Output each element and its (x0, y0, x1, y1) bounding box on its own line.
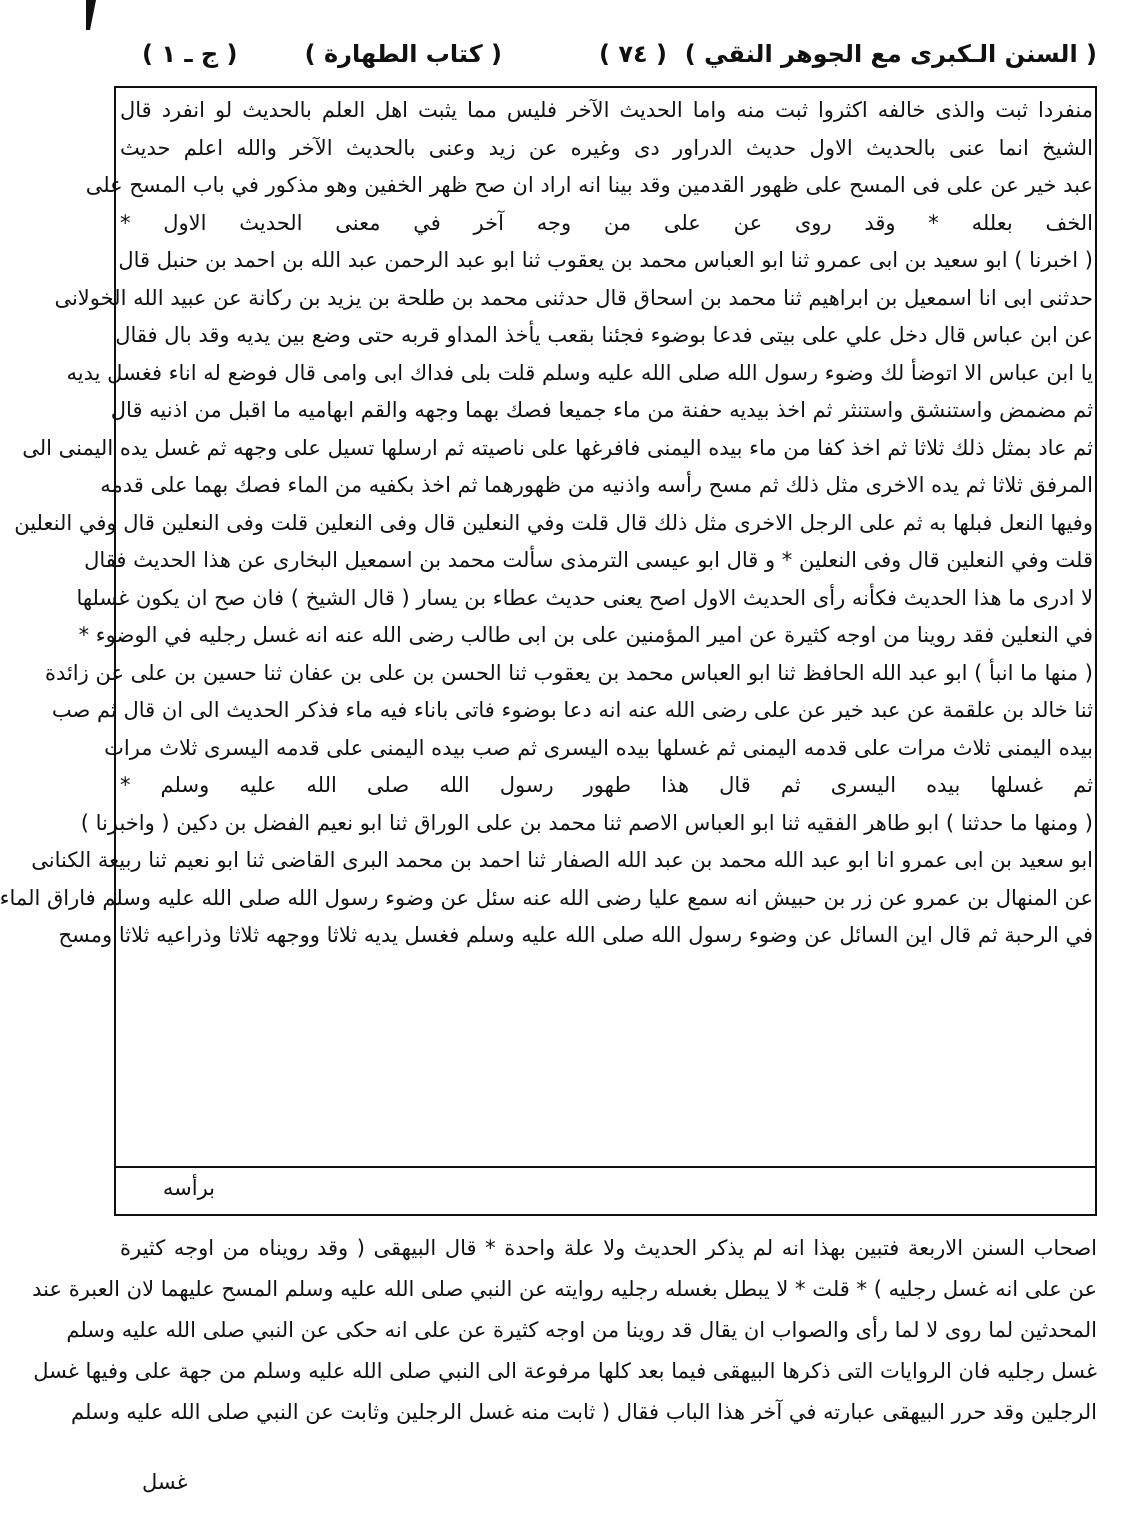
text-line: وفيها النعل فبلها به ثم على الرجل الاخرى مثل ذلك قال قلت وفي النعلين قال وفى النعلين قلت وفى النعلين قال وفي النعلين (14, 510, 1093, 535)
text-line: غسل رجليه فان الروايات التى ذكرها البيهقى فيما بعد كلها مرفوعة الى النبي صلى الله عليه وسلم من جهة على وفيها غسل (33, 1359, 1097, 1383)
text-line: ثم غسلها بيده اليسرى ثم قال هذا طهور رسول الله صلى الله عليه وسلم * (120, 773, 1093, 797)
text-line: يا ابن عباس الا اتوضأ لك وضوء رسول الله صلى الله عليه وسلم قلت بلى فداك ابى وامى قال فوضع له اناء فغسل يديه (66, 360, 1093, 385)
page-number: ( ٧٤ ) (599, 40, 667, 68)
text-line: المرفق ثلاثا ثم يده الاخرى مثل ذلك ثم مسح رأسه واذنيه من ظهورهما ثم اخذ بكفيه من الماء فصك بهما على قدمه (100, 473, 1093, 497)
text-line: الخف بعلله * وقد روى عن على من وجه آخر في معنى الحديث الاول * (120, 210, 1093, 235)
book-title: ( السنن الـكبرى مع الجوهر النقي ) (684, 40, 1097, 68)
text-line: ( منها ما انبأ ) ابو عبد الله الحافظ ثنا ابو العباس محمد بن يعقوب ثنا الحسن بن على بن عفان ثنا حسين بن على عن زائدة (44, 660, 1093, 685)
chapter-title: ( كتاب الطهارة ) (304, 40, 502, 68)
text-line: الشيخ انما عنى بالحديث الاول حديث الدراور دى وغيره عن زيد وعنى بالحديث الآخر والله اعلم حديث (120, 135, 1093, 160)
text-line: ثنا خالد بن علقمة عن عبد خير عن على رضى الله عنه انه دعا بوضوء فاتى باناء فيه ماء فذكر الحديث الى ان قال ثم صب (51, 698, 1093, 722)
text-line: اصحاب السنن الاربعة فتبين بهذا انه لم يذكر الحديث ولا علة واحدة * قال البيهقى ( وقد رويناه من اوجه كثيرة (120, 1236, 1097, 1260)
text-line: المحدثين لما روى لا لما رأى والصواب ان يقال قد روينا من اوجه كثيرة عن على انه حكى عن النبي صلى الله عليه وسلم (66, 1318, 1097, 1342)
footer-catchword: غسل (142, 1470, 188, 1494)
text-line: حدثنى ابى انا اسمعيل بن ابراهيم ثنا محمد بن اسحاق قال حدثنى محمد بن طلحة بن يزيد بن ركانة عن عبيد الله الخولانى (54, 285, 1093, 310)
text-line: ثم مضمض واستنشق واستنثر ثم اخذ بيديه حفنة من ماء جميعا فصك بهما وجهه والقم ابهاميه ما اقبل من اذنيه قال (110, 398, 1093, 422)
text-line: ابو سعيد بن ابى عمرو انا ابو عبد الله محمد بن عبد الله الصفار ثنا احمد بن محمد البرى القاضى ثنا ابو نعيم ثنا ربيعة الكنانى (31, 848, 1093, 872)
main-text (0, 92, 1093, 955)
text-line: في الرحبة ثم قال اين السائل عن وضوء رسول الله صلى الله عليه وسلم فغسل يديه ثلاثا ووجهه ثلاثا وذراعيه ثلاثا ومسح (58, 923, 1093, 947)
commentary-header-box (114, 1168, 1097, 1216)
commentary-text (32, 1228, 1097, 1433)
text-line: ثم عاد بمثل ذلك ثلاثا ثم اخذ كفا من ماء بيده اليمنى فافرغها على ناصيته ثم ارسلها تسيل على وجهه ثم غسل يده اليمنى الى (22, 435, 1093, 460)
text-line: عن ابن عباس قال دخل علي على بيتى فدعا بوضوء فجئنا بقعب يأخذ المداو قربه حتى وضع بين يديه وقد بال فقال (115, 323, 1093, 347)
text-line: ( ومنها ما حدثنا ) ابو طاهر الفقيه ثنا ابو العباس الاصم ثنا محمد بن على الوراق ثنا ابو نعيم الفضل بن دكين ( واخبرنا ) (80, 810, 1093, 835)
text-line: عبد خير عن على فى المسح على ظهور القدمين وقد بينا انه اراد ان صح ظهر الخفين وهو مذكور في باب المسح على (85, 173, 1093, 197)
box-catchword: برأسه (162, 1176, 215, 1200)
text-line: منفردا ثبت والذى خالفه اكثروا ثبت منه واما الحديث الآخر فليس مما يثبت اهل العلم بالحديث لو انفرد قال (120, 98, 1093, 122)
text-line: عن المنهال بن عمرو عن زر بن حبيش انه سمع عليا رضى الله عنه سئل عن وضوء رسول الله صلى الله عليه وسلم فاراق الماء (0, 885, 1093, 910)
text-line: قلت وفي النعلين قال وفى النعلين * و قال ابو عيسى الترمذى سألت محمد بن اسمعيل البخارى عن هذا الحديث فقال (84, 548, 1093, 572)
running-header (124, 40, 1097, 80)
text-line: بيده اليمنى ثلاث مرات على قدمه اليمنى ثم غسلها بيده اليسرى ثم صب بيده اليمنى على قدمه اليسرى ثلاث مرات (104, 735, 1093, 760)
text-line: عن على انه غسل رجليه ) * قلت * لا يبطل بغسله رجليه روايته عن النبي صلى الله عليه وسلم المسح عليهما لان العبرة عند (32, 1277, 1097, 1301)
text-line: ( اخبرنا ) ابو سعيد بن ابى عمرو ثنا ابو العباس محمد بن يعقوب ثنا ابو عبد الرحمن عبد الله بن احمد بن حنبل قال (118, 248, 1093, 272)
text-line: في النعلين فقد روينا من اوجه كثيرة عن امير المؤمنين على بن ابى طالب رضى الله عنه انه غسل رجليه في الوضوء * (78, 623, 1093, 647)
text-line: لا ادرى ما هذا الحديث فكأنه رأى الحديث الاول اصح يعنى حديث عطاء بن يسار ( قال الشيخ ) فان صح ان يكون غسلها (76, 585, 1093, 610)
text-line: الرجلين وقد حرر البيهقى عبارته في آخر هذا الباب فقال ( ثابت منه غسل الرجلين وثابت عن النبي صلى الله عليه وسلم (70, 1400, 1097, 1424)
volume-number: ( ج ـ ١ ) (142, 40, 238, 68)
scan-edge-mark (86, 0, 96, 30)
